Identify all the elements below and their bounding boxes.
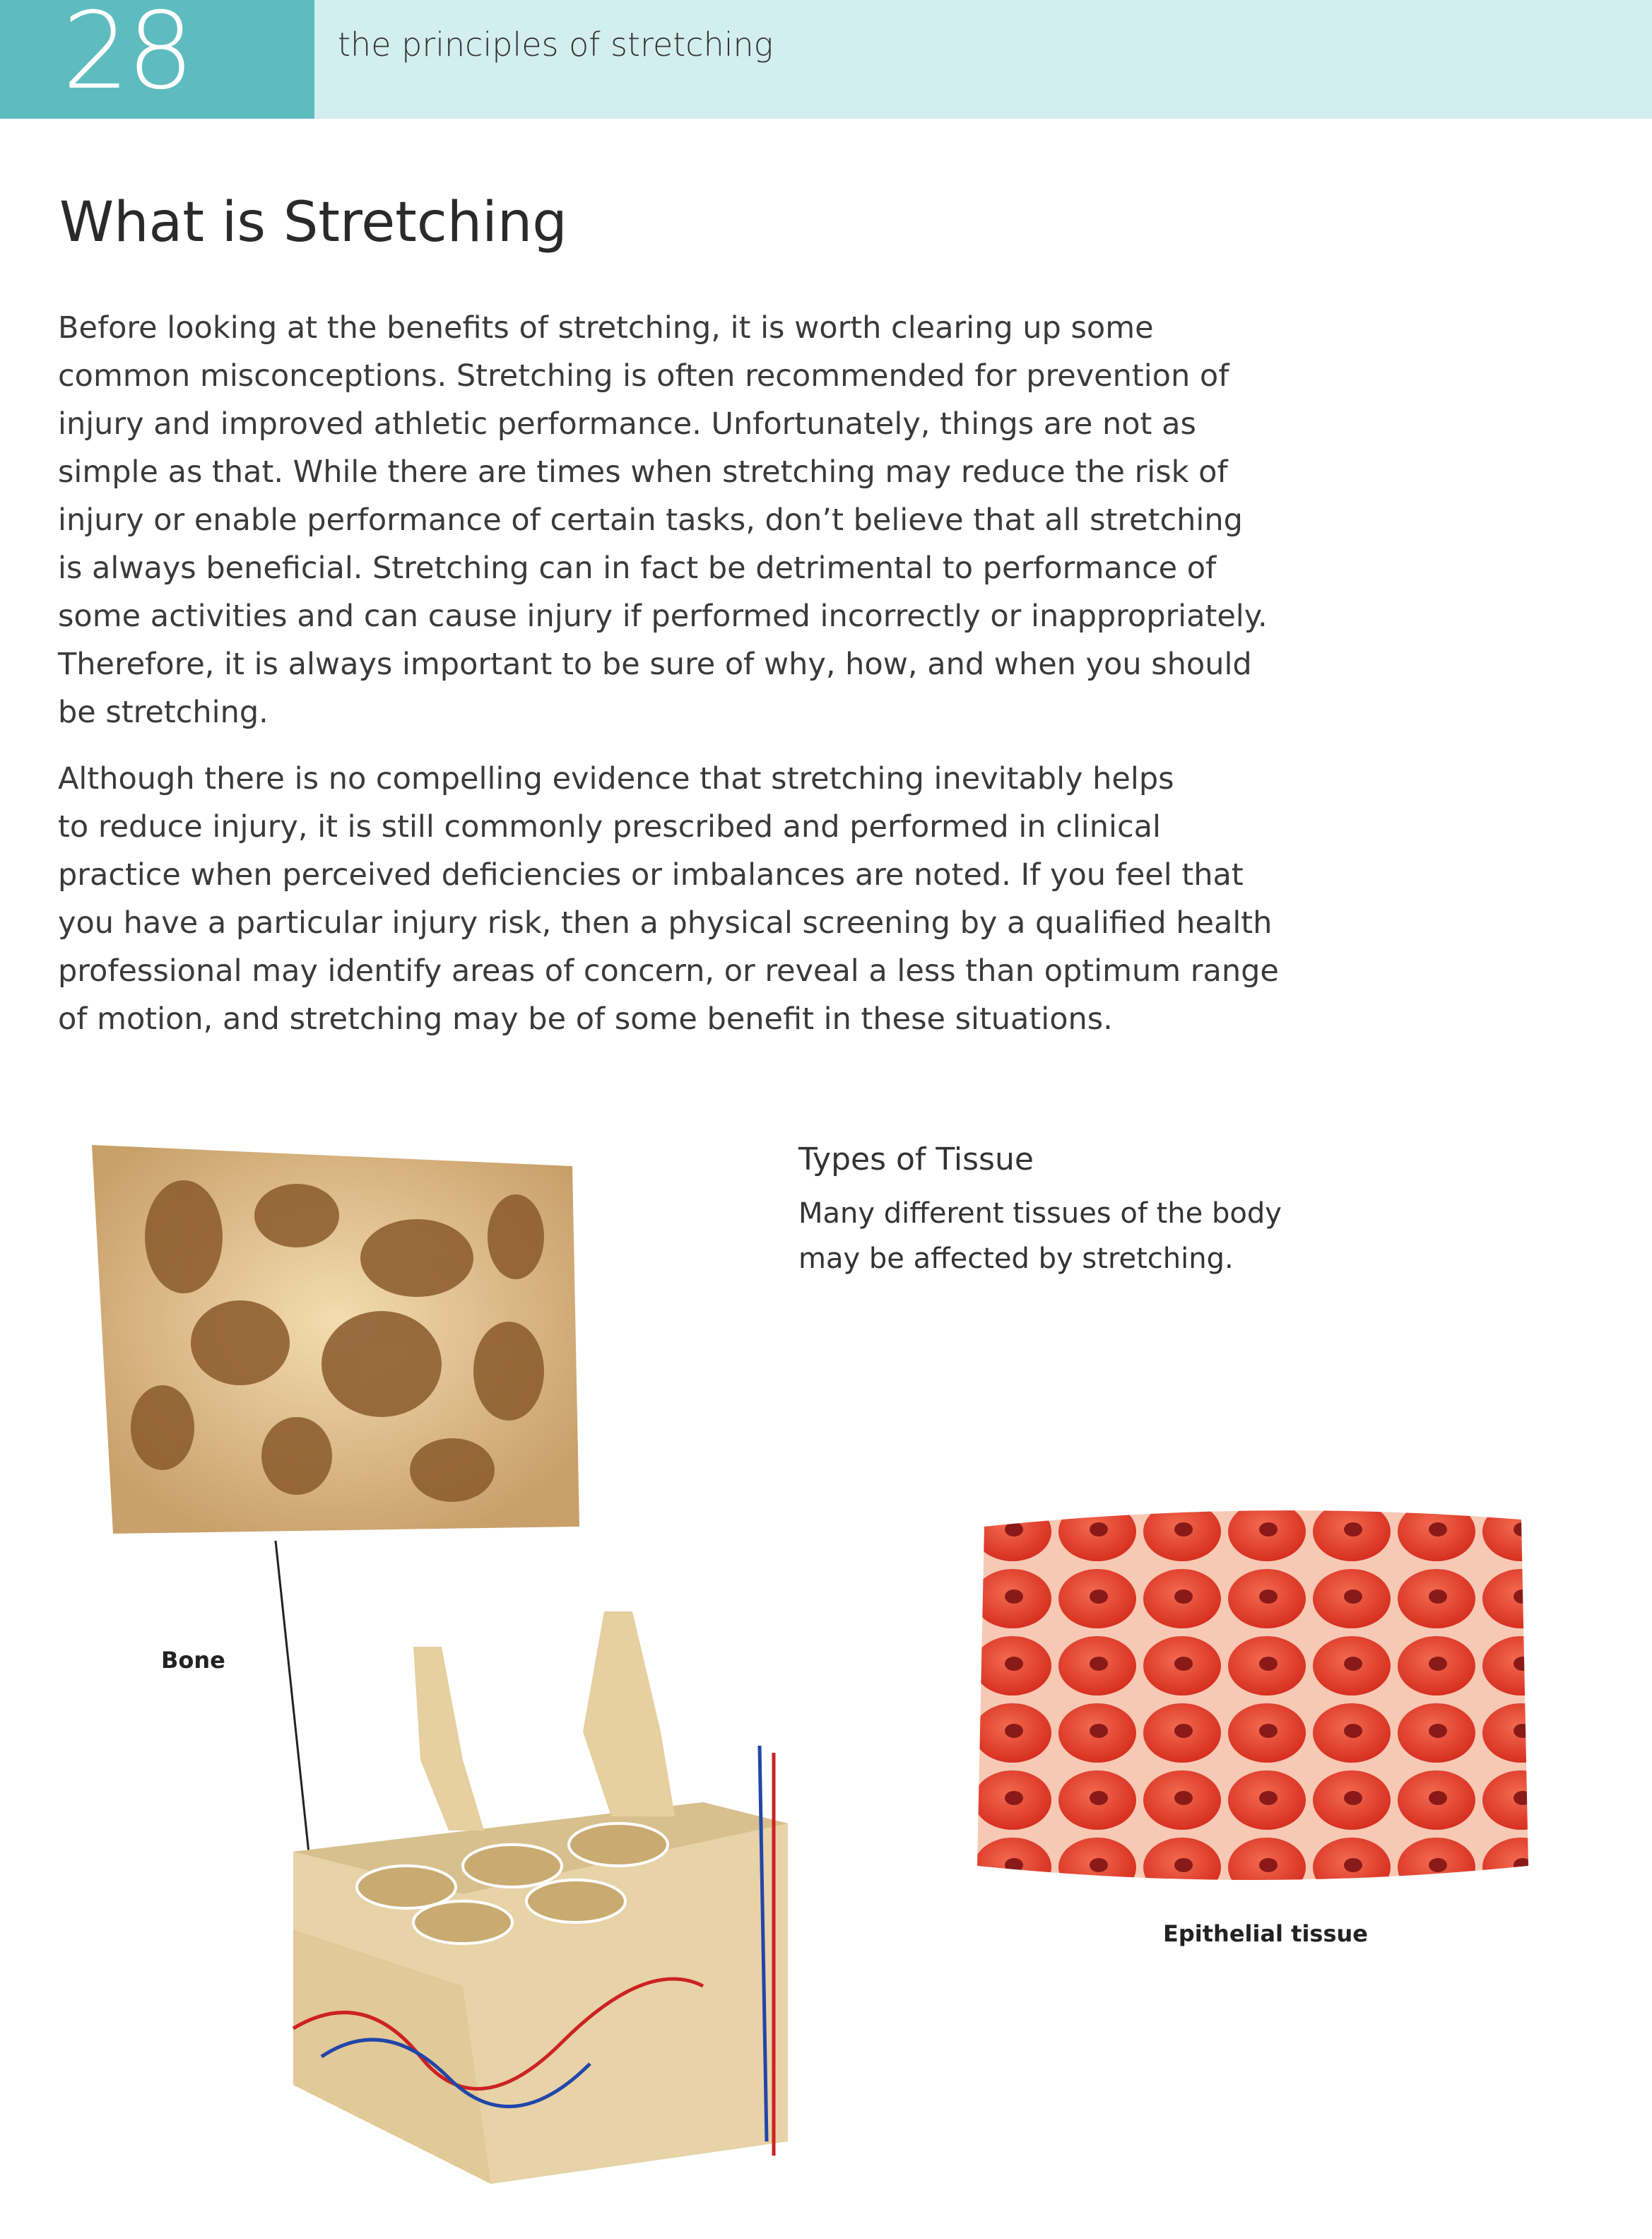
figure-caption-text: [798, 1191, 1282, 1281]
page-number: 28: [62, 0, 191, 113]
text-line: common misconceptions. Stretching is often recommended for prevention of: [58, 358, 1229, 394]
text-line: of motion, and stretching may be of some benefit in these situations.: [58, 1001, 1113, 1037]
text-line: Although there is no compelling evidence that stretching inevitably helps: [58, 761, 1174, 797]
text-line: Therefore, it is always important to be sure of why, how, and when you should: [58, 647, 1252, 682]
text-line: some activities and can cause injury if performed incorrectly or inappropriately.: [58, 599, 1268, 634]
caption-line: Many different tissues of the body: [798, 1197, 1282, 1230]
text-line: practice when perceived deficiencies or imbalances are noted. If you feel that: [58, 857, 1244, 893]
text-line: injury or enable performance of certain tasks, don’t believe that all stretching: [58, 503, 1243, 538]
text-line: Before looking at the benefits of stretching, it is worth clearing up some: [58, 310, 1154, 346]
bone-label: Bone: [161, 1647, 225, 1674]
paragraph-2: [58, 755, 1279, 1043]
text-line: injury and improved athletic performance. Unfortunately, things are not as: [58, 406, 1196, 442]
chapter-title: the principles of stretching: [338, 25, 774, 64]
compact-bone-illustration: [279, 1590, 802, 2191]
epithelial-tissue-label: Epithelial tissue: [1163, 1920, 1368, 1947]
text-line: is always beneficial. Stretching can in fact be detrimental to performance of: [58, 551, 1217, 586]
text-line: you have a particular injury risk, then a physical screening by a qualified health: [58, 905, 1273, 941]
epithelial-tissue-illustration: [970, 1498, 1535, 1894]
page-number-box: [0, 0, 314, 119]
page-header: [0, 0, 1652, 119]
text-line: be stretching.: [58, 695, 269, 730]
caption-line: may be affected by stretching.: [798, 1242, 1234, 1275]
text-line: professional may identify areas of concern, or reveal a less than optimum range: [58, 953, 1279, 989]
article-title: What is Stretching: [59, 191, 567, 254]
text-line: to reduce injury, it is still commonly prescribed and performed in clinical: [58, 809, 1161, 845]
paragraph-1: [58, 304, 1268, 736]
text-line: simple as that. While there are times when stretching may reduce the risk of: [58, 454, 1228, 490]
figure-caption-title: Types of Tissue: [798, 1141, 1034, 1177]
spongy-bone-illustration: [85, 1131, 594, 1548]
